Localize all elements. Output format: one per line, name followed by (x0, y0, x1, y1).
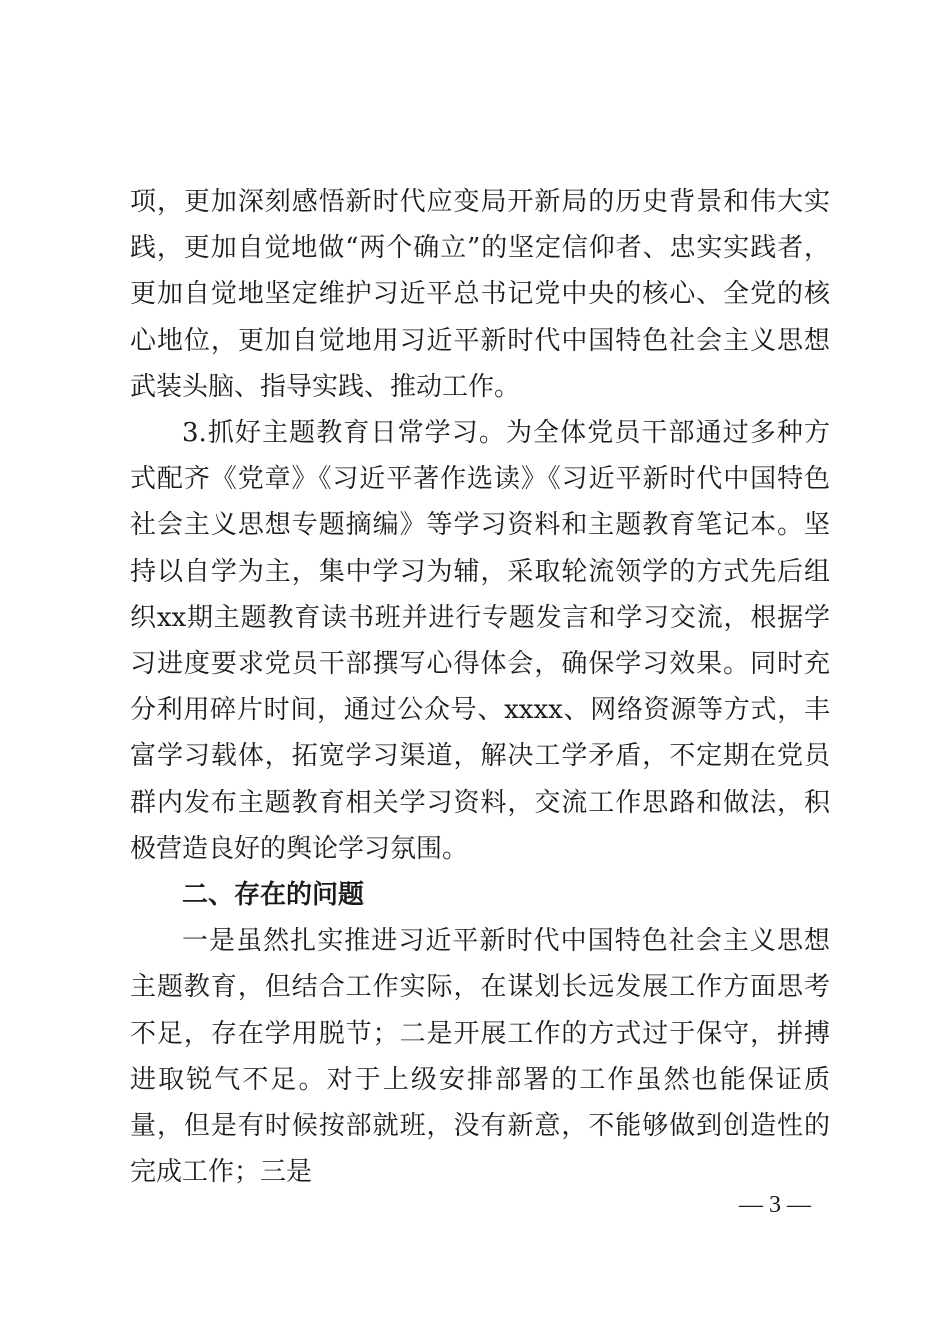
paragraph-study-routine: 3.抓好主题教育日常学习。为全体党员干部通过多种方式配齐《党章》《习近平著作选读》《习近平新时代中国特色社会主义思想专题摘编》等学习资料和主题教育笔记本。坚持以自学为主，集中学习为辅，采取轮流领学的方式先后组织xx期主题教育读书班并进行专题发言和学习交流，根据学习进度要求党员干部撰写心得体会，确保学习效果。同时充分利用碎片时间，通过公众号、xxxx、网络资源等方式，丰富学习载体，拓宽学习渠道，解决工学矛盾，不定期在党员群内发布主题教育相关学习资料，交流工作思路和做法，积极营造良好的舆论学习氛围。 (130, 418, 830, 864)
page-number: — 3 — (739, 1192, 811, 1218)
section-heading-problems: 二、存在的问题 (182, 880, 365, 911)
document-body (130, 179, 830, 1195)
paragraph-problems: 一是虽然扎实推进习近平新时代中国特色社会主义思想主题教育，但结合工作实际，在谋划长远发展工作方面思考不足，存在学用脱节；二是开展工作的方式过于保守，拼搏进取锐气不足。对于上级安排部署的工作虽然也能保证质量，但是有时候按部就班，没有新意，不能够做到创造性的完成工作；三是 (130, 926, 830, 1188)
paragraph-continuation: 项，更加深刻感悟新时代应变局开新局的历史背景和伟大实践，更加自觉地做“两个确立”的坚定信仰者、忠实实践者，更加自觉地坚定维护习近平总书记党中央的核心、全党的核心地位，更加自觉地用习近平新时代中国特色社会主义思想武装头脑、指导实践、推动工作。 (130, 187, 830, 402)
